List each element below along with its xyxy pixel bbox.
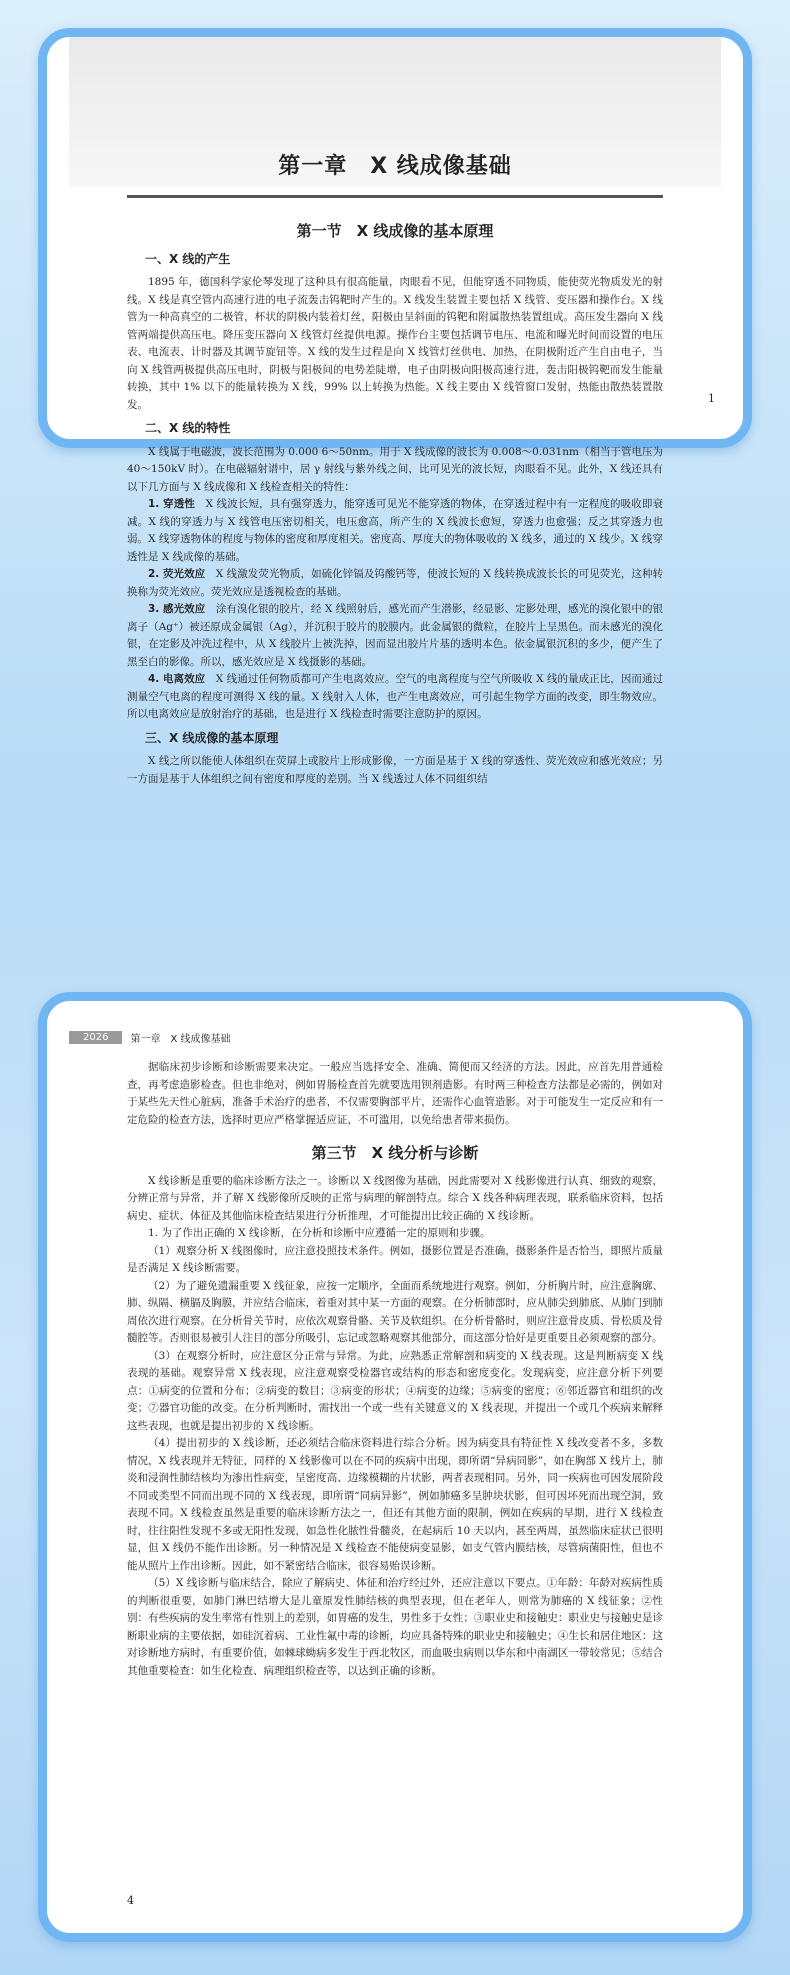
paragraph: X 线属于电磁波，波长范围为 0.000 6～50nm。用于 X 线成像的波长为 0.008～0.031nm（相当于管电压为 40～150kV 时）。在电磁辐射谱中，居 γ 射线与紫外线之间，比可见光的波长短，肉眼看不见。此外，X 线还具有以下几方面与 X 线成像和 X 线检查相关的特性： [127, 445, 663, 493]
paragraph: 据临床初步诊断和诊断需要来决定。一般应当选择安全、准确、简便而又经济的方法。因此，应首先用普通检查，再考虑造影检查。但也非绝对，例如胃肠检查首先就要选用钡剂造影。有时两三种检查方法都是必需的，例如对于某些先天性心脏病，准备手术治疗的患者，不仅需要胸部平片，还需作心血管造影。对于可能发生一定反应和有一定危险的检查方法，选择时更应严格掌握适应证，不可滥用，以免给患者带来损伤。 [127, 1061, 663, 1126]
section-title-3: 第三节 X 线分析与诊断 [311, 1144, 479, 1162]
subsection-title: 三、X 线成像的基本原理 [145, 730, 279, 745]
paragraph: （4）提出初步的 X 线诊断，还必须结合临床资料进行综合分析。因为病变具有特征性 X 线改变者不多，多数情况，X 线表现并无特征，同样的 X 线影像可以在不同的疾病中出现，即所谓“异病同影”，如在胸部 X 线片上，肺炎和浸润性肺结核均为渗出性病变，呈密度高、边缘模糊的片状影，两者表现相同。另外，同一疾病也可因发展阶段不同或类型不同而出现不同的 X 线表现，即所谓“同病异影”，例如肺癌多呈肿块状影，但可因坏死而出现空洞，致表现不同。X 线检查虽然是重要的临床诊断方法之一，但还有其他方面的限制，例如在疾病的早期，进行 X 线检查时，往往阳性发现不多或无阳性发现，如急性化脓性骨髓炎，在起病后 10 天以内，甚至两周，虽然临床症状已很明显，但 X 线仍不能作出诊断。另一种情况是 X 线检查不能使病变显影，如支气管内膜结核，尽管病菌阳性，但也不能从照片上作出诊断。因此，如不紧密结合临床，很容易贻误诊断。 [127, 1437, 663, 1572]
paragraph: （2）为了避免遗漏重要 X 线征象，应按一定顺序，全面而系统地进行观察。例如，分析胸片时，应注意胸廓、肺、纵隔、横膈及胸膜，并应结合临床，着重对其中某一方面的观察。在分析肺部时，应从肺尖到肺底、从肺门到肺周依次进行观察。在分析骨关节时，应依次观察骨骼、关节及软组织。在分析骨骼时，则应注意骨皮质、骨松质及骨髓腔等。否则很易被引人注目的部分所吸引，忘记或忽略观察其他部分，而这部分恰好是更重要且必须观察的部分。 [127, 1279, 663, 1344]
paragraph: （3）在观察分析时，应注意区分正常与异常。为此，应熟悉正常解剖和病变的 X 线表现。这是判断病变 X 线表现的基础。观察异常 X 线表现，应注意观察受检器官或结构的形态和密度变化。发现病变，应注意分析下列要点：①病变的位置和分布；②病变的数目；③病变的形状；④病变的边缘；⑤病变的密度；⑥邻近器官和组织的改变；⑦器官功能的改变。在分析判断时，需找出一个或一些有关键意义的 X 线表现，并提出一个或几个疾病来解释这些表现，也就是提出初步的 X 线诊断。 [127, 1349, 663, 1432]
term-lead: 3. 感光效应 [148, 603, 206, 615]
paragraph: 1. 为了作出正确的 X 线诊断，在分析和诊断中应遵循一定的原则和步骤。 [148, 1227, 491, 1239]
term-text: 涂有溴化银的胶片，经 X 线照射后，感光而产生潜影，经显影、定影处理，感光的溴化银中的银离子（Ag⁺）被还原成金属银（Ag），并沉积于胶片的胶膜内。此金属银的微粒，在胶片上呈黑色。而未感光的溴化银，在定影及冲洗过程中，从 X 线胶片上被洗掉，因而显出胶片片基的透明本色。依金属银沉积的多少，便产生了黑至白的影像。所以，感光效应是 X 线摄影的基础。 [127, 603, 664, 668]
running-header [69, 1029, 230, 1045]
paragraph: 1895 年，德国科学家伦琴发现了这种具有很高能量，肉眼看不见，但能穿透不同物质，能使荧光物质发光的射线。X 线是真空管内高速行进的电子流轰击钨靶时产生的。X 线发生装置主要包括 X 线管、变压器和操作台。X 线管为一种高真空的二极管，杯状的阴极内装着灯丝，阳极由呈斜面的钨靶和附属散热装置组成。高压发生器向 X 线管两端提供高压电。降压变压器向 X 线管灯丝提供电源。操作台主要包括调节电压、电流和曝光时间而设置的电压表、电流表、计时器及其调节旋钮等。X 线的发生过程是向 X 线管灯丝供电、加热，在阴极附近产生自由电子，当向 X 线管两极提供高压电时，阴极与阳极间的电势差陡增，电子由阴极向阳极高速行进，轰击阳极钨靶而发生能量转换，其中 1% 以下的能量转换为 X 线，99% 以上转换为热能。X 线主要由 X 线管窗口发射，热能由散热装置散发。 [127, 276, 663, 411]
term-text: X 线激发荧光物质，如硫化锌镉及钨酸钙等，使波长短的 X 线转换成波长长的可见荧光，这种转换称为荧光效应。荧光效应是透视检查的基础。 [127, 568, 663, 598]
term-lead: 2. 荧光效应 [148, 568, 206, 580]
paragraph [127, 671, 663, 724]
page-number: 4 [127, 1894, 134, 1907]
paragraph [127, 496, 663, 566]
page-card-2 [38, 992, 752, 1942]
page-1-content [127, 219, 663, 788]
page-number: 1 [708, 392, 715, 405]
page-2-content [127, 1059, 663, 1680]
paragraph [127, 566, 663, 601]
section-title-1: 第一节 X 线成像的基本原理 [296, 222, 494, 240]
page-card-1 [38, 28, 752, 785]
term-text: X 线通过任何物质都可产生电离效应。空气的电离程度与空气所吸收 X 线的量成正比，因而通过测量空气电离的程度可测得 X 线的量。X 线射入人体，也产生电离效应，可引起生物学方面的改变，即生物效应。所以电离效应是放射治疗的基础，也是进行 X 线检查时需要注意防护的原因。 [127, 673, 663, 720]
year-tag: 2026 [69, 1031, 122, 1044]
title-rule [127, 195, 663, 198]
term-text: X 线波长短，具有强穿透力，能穿透可见光不能穿透的物体，在穿透过程中有一定程度的吸收即衰减。X 线的穿透力与 X 线管电压密切相关，电压愈高，所产生的 X 线波长愈短，穿透力也愈强；反之其穿透力也弱。X 线穿透物体的程度与物体的密度和厚度相关。密度高、厚度大的物体吸收的 X 线多，通过的 X 线少。X 线穿透性是 X 线成像的基础。 [127, 498, 664, 563]
chapter-title: 第一章 X 线成像基础 [278, 154, 512, 179]
paragraph: X 线诊断是重要的临床诊断方法之一。诊断以 X 线图像为基础，因此需要对 X 线影像进行认真、细致的观察，分辨正常与异常，并了解 X 线影像所反映的正常与病理的解剖特点。综合 X 线各种病理表现，联系临床资料，包括病史、症状、体征及其他临床检查结果进行分析推理，才可能提出比较正确的 X 线诊断。 [127, 1174, 663, 1222]
running-head-title: 第一章 X 线成像基础 [130, 1033, 231, 1045]
paragraph: （5）X 线诊断与临床结合，除应了解病史、体征和治疗经过外，还应注意以下要点。①年龄：年龄对疾病性质的判断很重要，如肺门淋巴结增大是儿童原发性肺结核的典型表现，但在老年人，则常为肺癌的 X 线征象；②性别：有些疾病的发生率常有性别上的差别，如胃癌的发生，男性多于女性；③职业史和接触史：职业史与接触史是诊断职业病的主要依据，如硅沉着病、工业性氟中毒的诊断，均应具备特殊的职业史和接触史；④生长和居住地区：这对诊断地方病时，有重要价值，如棘球蚴病多发生于西北牧区，而血吸虫病则以华东和中南湖区一带较常见；⑤结合其他重要检查：如生化检查、病理组织检查等，以达到正确的诊断。 [127, 1577, 663, 1677]
subsection-title: 一、X 线的产生 [145, 251, 231, 266]
subsection-title: 二、X 线的特性 [145, 421, 231, 435]
paragraph: （1）观察分析 X 线图像时，应注意投照技术条件。例如，摄影位置是否准确，摄影条件是否恰当，即照片质量是否满足 X 线诊断需要。 [127, 1244, 663, 1274]
paragraph [127, 601, 663, 671]
paragraph: X 线之所以能使人体组织在荧屏上或胶片上形成影像，一方面是基于 X 线的穿透性、荧光效应和感光效应；另一方面是基于人体组织之间有密度和厚度的差别。当 X 线透过人体不同组织结 [127, 755, 663, 785]
term-lead: 1. 穿透性 [148, 498, 195, 510]
term-lead: 4. 电离效应 [148, 673, 206, 685]
